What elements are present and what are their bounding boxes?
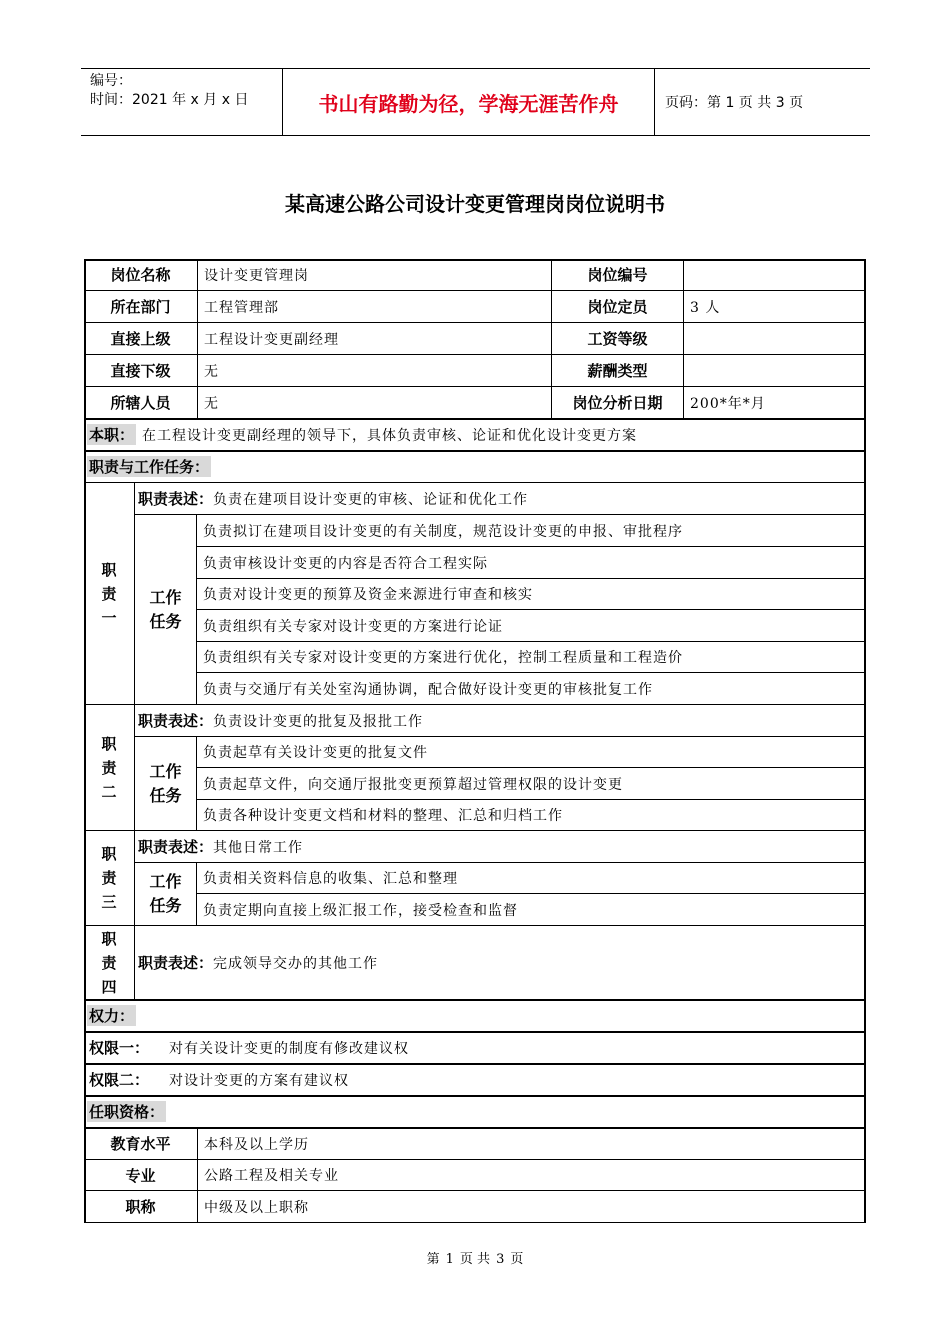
title-value: 中级及以上职称 [198, 1191, 866, 1223]
duty-3-statement: 其他日常工作 [213, 839, 304, 856]
section-divider [84, 1031, 866, 1033]
footer-page-number: 1 [445, 1252, 454, 1267]
responsibilities-heading-row [84, 451, 866, 483]
department-value: 工程管理部 [198, 291, 552, 323]
duty-4-statement-row [135, 926, 866, 1000]
major-label: 专业 [84, 1160, 198, 1191]
duty-1-statement-row [135, 483, 866, 515]
section-divider [84, 418, 866, 420]
footer-total-pages: 3 [496, 1252, 505, 1267]
duty-2-statement-row [135, 705, 866, 737]
duty-2-label: 职 责 二 [84, 705, 135, 831]
direct-subordinate-label: 直接下级 [84, 355, 198, 387]
duty-1-task: 负责拟订在建项目设计变更的有关制度，规范设计变更的申报、审批程序 [197, 515, 866, 547]
duty-3-statement-row [135, 831, 866, 863]
header-meta [81, 69, 282, 135]
duty-1-task: 负责组织有关专家对设计变更的方案进行优化，控制工程质量和工程造价 [197, 642, 866, 673]
authority-item-row [84, 1032, 866, 1064]
document-title: 某高速公路公司设计变更管理岗岗位说明书 [285, 192, 665, 216]
position-name-label: 岗位名称 [84, 259, 198, 291]
qualifications-heading: 任职资格： [89, 1103, 165, 1121]
analysis-date-value: 200*年*月 [684, 387, 866, 419]
position-name-value: 设计变更管理岗 [198, 259, 552, 291]
section-divider [84, 1127, 866, 1129]
section-divider [84, 450, 866, 452]
duty-summary-text: 在工程设计变更副经理的领导下，具体负责审核、论证和优化设计变更方案 [142, 427, 638, 444]
qualifications-heading-row [84, 1096, 866, 1128]
authority-2-text: 对设计变更的方案有建议权 [169, 1072, 350, 1089]
duty-3-statement-label: 职责表述： [138, 838, 214, 856]
section-divider [84, 1063, 866, 1065]
direct-superior-label: 直接上级 [84, 323, 198, 355]
authority-1-text: 对有关设计变更的制度有修改建议权 [169, 1040, 410, 1057]
duty-summary-row [84, 419, 866, 451]
department-label: 所在部门 [84, 291, 198, 323]
position-code-label: 岗位编号 [552, 259, 684, 291]
duty-2-statement: 负责设计变更的批复及报批工作 [213, 713, 424, 730]
duty-4-statement-label: 职责表述： [138, 954, 214, 972]
education-label: 教育水平 [84, 1128, 198, 1160]
section-divider [84, 999, 866, 1001]
duty-4-statement: 完成领导交办的其他工作 [213, 955, 379, 972]
duty-1-label: 职 责 一 [84, 483, 135, 705]
major-value: 公路工程及相关专业 [198, 1160, 866, 1191]
duty-1-statement: 负责在建项目设计变更的审核、论证和优化工作 [213, 491, 529, 508]
authority-item-row [84, 1064, 866, 1096]
salary-grade-value [684, 323, 866, 355]
duty-1-task: 负责组织有关专家对设计变更的方案进行论证 [197, 610, 866, 642]
analysis-date-label: 岗位分析日期 [552, 387, 684, 419]
headcount-value: 3 人 [684, 291, 866, 323]
duty-1-task: 负责审核设计变更的内容是否符合工程实际 [197, 547, 866, 579]
duty-1-statement-label: 职责表述： [138, 490, 214, 508]
direct-superior-value: 工程设计变更副经理 [198, 323, 552, 355]
headcount-label: 岗位定员 [552, 291, 684, 323]
authority-heading: 权力： [89, 1007, 135, 1025]
responsibilities-heading: 职责与工作任务： [89, 458, 210, 476]
position-code-value [684, 259, 866, 291]
header-motto: 书山有路勤为径，学海无涯苦作舟 [282, 69, 655, 135]
duty-2-tasks-label: 工作 任务 [135, 737, 197, 831]
duty-4-label: 职 责 四 [84, 926, 135, 1000]
job-description-table [84, 259, 866, 1223]
salary-grade-label: 工资等级 [552, 323, 684, 355]
authority-2-label: 权限二： [89, 1071, 150, 1089]
authority-heading-row [84, 1000, 866, 1032]
education-value: 本科及以上学历 [198, 1128, 866, 1160]
header-page-info: 页码：第 1 页 共 3 页 [665, 95, 804, 111]
doc-time: 时间：2021 年 x 月 x 日 [90, 92, 249, 108]
duty-2-task: 负责起草文件，向交通厅报批变更预算超过管理权限的设计变更 [197, 768, 866, 800]
duty-3-task: 负责定期向直接上级汇报工作，接受检查和监督 [197, 894, 866, 926]
duty-2-task: 负责各种设计变更文档和材料的整理、汇总和归档工作 [197, 800, 866, 831]
staff-label: 所辖人员 [84, 387, 198, 419]
duty-3-tasks-label: 工作 任务 [135, 863, 197, 926]
title-label: 职称 [84, 1191, 198, 1223]
duty-2-statement-label: 职责表述： [138, 712, 214, 730]
direct-subordinate-value: 无 [198, 355, 552, 387]
page-header [81, 68, 870, 136]
pay-type-value [684, 355, 866, 387]
pay-type-label: 薪酬类型 [552, 355, 684, 387]
duty-2-task: 负责起草有关设计变更的批复文件 [197, 737, 866, 768]
duty-summary-label: 本职： [89, 426, 135, 444]
duty-1-task: 负责与交通厅有关处室沟通协调，配合做好设计变更的审核批复工作 [197, 673, 866, 705]
authority-1-label: 权限一： [89, 1039, 150, 1057]
page-footer: 第 1 页 共 3 页 [426, 1252, 524, 1267]
duty-1-tasks-label: 工作 任务 [135, 515, 197, 705]
duty-3-task: 负责相关资料信息的收集、汇总和整理 [197, 863, 866, 894]
staff-value: 无 [198, 387, 552, 419]
section-divider [84, 1095, 866, 1097]
duty-1-task: 负责对设计变更的预算及资金来源进行审查和核实 [197, 579, 866, 610]
duty-3-label: 职 责 三 [84, 831, 135, 926]
doc-number-label: 编号： [90, 73, 132, 89]
